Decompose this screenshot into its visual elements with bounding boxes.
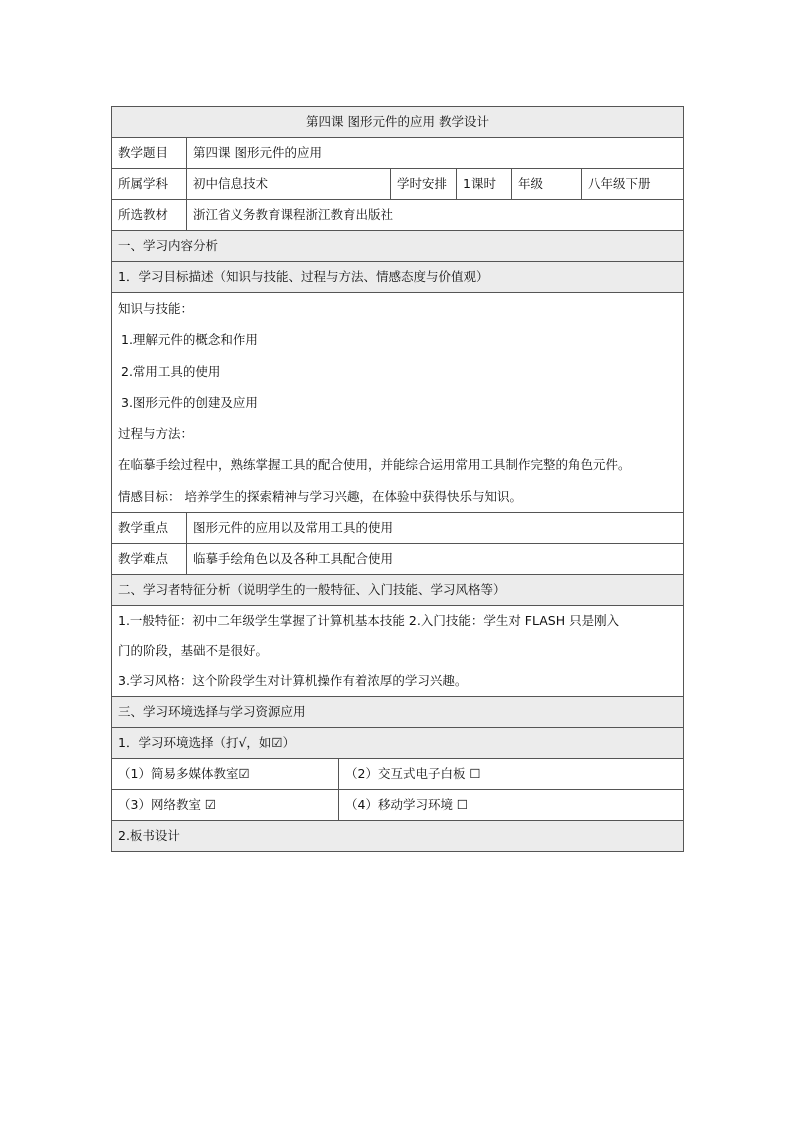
goals-cell: [112, 293, 684, 513]
topic-label: 教学题目: [112, 138, 187, 169]
goal-line: 情感目标： 培养学生的探索精神与学习兴趣，在体验中获得快乐与知识。: [118, 488, 522, 504]
textbook-row: [112, 200, 684, 231]
section1-heading-row: [112, 231, 684, 262]
env-option-mobile: （4）移动学习环境 ☐: [339, 790, 684, 821]
key-point-value: 图形元件的应用以及常用工具的使用: [187, 513, 684, 544]
goal-line: 2.常用工具的使用: [121, 363, 221, 379]
env-row-1: [112, 759, 684, 790]
doc-title: 第四课 图形元件的应用 教学设计: [112, 107, 684, 138]
hours-value: 1课时: [457, 169, 512, 200]
learner-line: 门的阶段，基础不是很好。: [118, 643, 269, 659]
lesson-plan-table: [111, 106, 684, 852]
difficulty-value: 临摹手绘角色以及各种工具配合使用: [187, 544, 684, 575]
grade-value: 八年级下册: [582, 169, 684, 200]
textbook-value: 浙江省义务教育课程浙江教育出版社: [187, 200, 684, 231]
env-option-multimedia: （1）简易多媒体教室☑: [112, 759, 339, 790]
subject-row: [112, 169, 684, 200]
subject-label: 所属学科: [112, 169, 187, 200]
env-option-whiteboard: （2）交互式电子白板 ☐: [339, 759, 684, 790]
learner-line: 3.学习风格：这个阶段学生对计算机操作有着浓厚的学习兴趣。: [118, 673, 468, 689]
goals-row: [112, 293, 684, 513]
textbook-label: 所选教材: [112, 200, 187, 231]
learner-line: 1.一般特征：初中二年级学生掌握了计算机基本技能 2.入门技能：学生对 FLASH 只是刚入: [118, 613, 620, 629]
title-row: [112, 107, 684, 138]
goal-line: 知识与技能：: [118, 301, 194, 316]
lesson-plan-sheet: [111, 106, 683, 852]
section3-heading: 三、学习环境选择与学习资源应用: [112, 697, 684, 728]
board-row: [112, 821, 684, 852]
goal-line: 3.图形元件的创建及应用: [121, 394, 258, 410]
grade-label: 年级: [512, 169, 582, 200]
goal-line: 在临摹手绘过程中，熟练掌握工具的配合使用，并能综合运用常用工具制作完整的角色元件。: [118, 457, 631, 473]
section3-heading-row: [112, 697, 684, 728]
difficulty-label: 教学难点: [112, 544, 187, 575]
section1-subheading: 1．学习目标描述（知识与技能、过程与方法、情感态度与价值观）: [112, 262, 684, 293]
goal-line: 过程与方法：: [118, 426, 194, 442]
board-design-label: 2.板书设计: [112, 821, 684, 852]
key-point-row: [112, 513, 684, 544]
subject-value: 初中信息技术: [187, 169, 391, 200]
topic-row: [112, 138, 684, 169]
section2-heading: 二、学习者特征分析（说明学生的一般特征、入门技能、学习风格等）: [112, 575, 684, 606]
env-row-2: [112, 790, 684, 821]
learner-cell: [112, 606, 684, 697]
difficulty-row: [112, 544, 684, 575]
section3-subheading: 1．学习环境选择（打√，如☑）: [112, 728, 684, 759]
goal-line: 1.理解元件的概念和作用: [121, 332, 258, 348]
section1-heading: 一、学习内容分析: [112, 231, 684, 262]
section3-subheading-row: [112, 728, 684, 759]
key-point-label: 教学重点: [112, 513, 187, 544]
hours-label: 学时安排: [391, 169, 457, 200]
section2-heading-row: [112, 575, 684, 606]
topic-value: 第四课 图形元件的应用: [187, 138, 684, 169]
learner-row: [112, 606, 684, 697]
env-option-network: （3）网络教室 ☑: [112, 790, 339, 821]
section1-subheading-row: [112, 262, 684, 293]
